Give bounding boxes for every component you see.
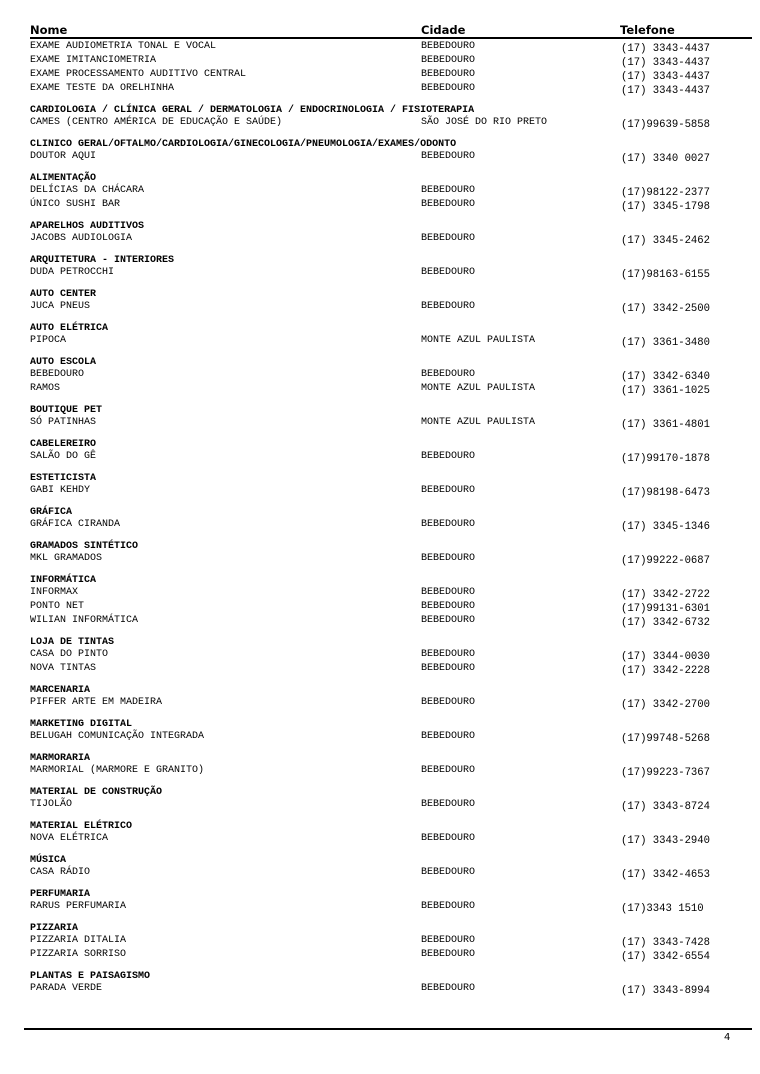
- listing-city: BEBEDOURO: [421, 55, 476, 66]
- listing-phone: (17)99223-7367: [621, 767, 711, 779]
- header-cidade: Cidade: [421, 23, 466, 37]
- listing-phone: (17)99748-5268: [621, 733, 711, 745]
- listing-name: CASA DO PINTO: [30, 649, 109, 660]
- listing-name: BEBEDOURO: [30, 369, 85, 380]
- category-heading: LOJA DE TINTAS: [30, 637, 115, 648]
- listing-row: [30, 485, 752, 499]
- listing-phone: (17)98198-6473: [621, 487, 711, 499]
- listing-phone: (17) 3343-7428: [621, 937, 711, 949]
- listing-city: MONTE AZUL PAULISTA: [421, 335, 536, 346]
- listing-phone: (17) 3343-4437: [621, 85, 711, 97]
- listing-name: GRÁFICA CIRANDA: [30, 519, 121, 530]
- listing-row: [30, 417, 752, 431]
- section-gap: [30, 465, 752, 473]
- listing-phone: (17)99222-0687: [621, 555, 711, 567]
- section-gap: [30, 629, 752, 637]
- listing-phone: (17) 3342-2700: [621, 699, 711, 711]
- listing-phone: (17) 3343-4437: [621, 43, 711, 55]
- directory-section: [30, 315, 752, 349]
- listing-city: BEBEDOURO: [421, 151, 476, 162]
- listing-row: [30, 983, 752, 997]
- directory-section: [30, 431, 752, 465]
- section-gap: [30, 315, 752, 323]
- listing-row: [30, 199, 752, 213]
- category-heading: MARMORARIA: [30, 753, 91, 764]
- listing-city: BEBEDOURO: [421, 697, 476, 708]
- listing-row: [30, 649, 752, 663]
- listing-city: BEBEDOURO: [421, 799, 476, 810]
- listing-name: PIZZARIA SORRISO: [30, 949, 127, 960]
- listing-name: MKL GRAMADOS: [30, 553, 103, 564]
- listing-phone: (17)99170-1878: [621, 453, 711, 465]
- section-gap: [30, 431, 752, 439]
- category-heading: GRAMADOS SINTÉTICO: [30, 541, 139, 552]
- header-telefone: Telefone: [620, 23, 675, 37]
- listing-phone: (17)99639-5858: [621, 119, 711, 131]
- listing-city: SÃO JOSÉ DO RIO PRETO: [421, 117, 548, 128]
- listing-row: [30, 553, 752, 567]
- category-heading: MATERIAL DE CONSTRUÇÃO: [30, 787, 163, 798]
- listing-row: [30, 83, 752, 97]
- category-heading: AUTO ESCOLA: [30, 357, 97, 368]
- listing-row: [30, 697, 752, 711]
- section-gap: [30, 677, 752, 685]
- listing-city: BEBEDOURO: [421, 485, 476, 496]
- directory-section: [30, 499, 752, 533]
- listing-row: [30, 151, 752, 165]
- listing-name: EXAME TESTE DA ORELHINHA: [30, 83, 175, 94]
- listing-name: EXAME IMITANCIOMETRIA: [30, 55, 157, 66]
- directory-section: [30, 677, 752, 711]
- listing-city: BEBEDOURO: [421, 451, 476, 462]
- category-heading: INFORMÁTICA: [30, 575, 97, 586]
- listing-city: BEBEDOURO: [421, 369, 476, 380]
- category-heading: MARKETING DIGITAL: [30, 719, 133, 730]
- section-gap: [30, 915, 752, 923]
- listing-row: [30, 335, 752, 349]
- listing-row: [30, 901, 752, 915]
- listing-city: BEBEDOURO: [421, 867, 476, 878]
- listing-city: BEBEDOURO: [421, 949, 476, 960]
- listing-phone: (17) 3345-2462: [621, 235, 711, 247]
- listing-phone: (17) 3342-2228: [621, 665, 711, 677]
- listing-phone: (17) 3343-4437: [621, 57, 711, 69]
- listing-city: BEBEDOURO: [421, 301, 476, 312]
- listing-name: JACOBS AUDIOLOGIA: [30, 233, 133, 244]
- listing-city: BEBEDOURO: [421, 983, 476, 994]
- listing-row: [30, 117, 752, 131]
- listing-name: INFORMAX: [30, 587, 79, 598]
- listing-city: BEBEDOURO: [421, 615, 476, 626]
- listing-name: PIPOCA: [30, 335, 67, 346]
- listing-city: MONTE AZUL PAULISTA: [421, 417, 536, 428]
- listing-city: BEBEDOURO: [421, 267, 476, 278]
- category-heading: AUTO CENTER: [30, 289, 97, 300]
- category-heading: BOUTIQUE PET: [30, 405, 103, 416]
- directory-section: [30, 629, 752, 677]
- listing-city: BEBEDOURO: [421, 765, 476, 776]
- listing-row: [30, 233, 752, 247]
- directory-section: [30, 97, 752, 131]
- section-gap: [30, 847, 752, 855]
- category-heading: CARDIOLOGIA / CLÍNICA GERAL / DERMATOLOGIA / ENDOCRINOLOGIA / FISIOTERAPIA: [30, 105, 475, 116]
- listing-row: [30, 799, 752, 813]
- directory-section: [30, 165, 752, 213]
- section-gap: [30, 213, 752, 221]
- category-heading: ARQUITETURA - INTERIORES: [30, 255, 175, 266]
- listing-row: [30, 949, 752, 963]
- listing-row: [30, 185, 752, 199]
- section-gap: [30, 881, 752, 889]
- section-gap: [30, 247, 752, 255]
- section-gap: [30, 533, 752, 541]
- listing-phone: (17) 3342-6554: [621, 951, 711, 963]
- listing-phone: (17) 3361-1025: [621, 385, 711, 397]
- listing-phone: (17)99131-6301: [621, 603, 711, 615]
- directory-section: [30, 847, 752, 881]
- listing-phone: (17)3343 1510: [621, 903, 704, 915]
- directory-section: [30, 881, 752, 915]
- directory-section: [30, 963, 752, 997]
- category-heading: MATERIAL ELÉTRICO: [30, 821, 133, 832]
- directory-section: [30, 131, 752, 165]
- category-heading: APARELHOS AUDITIVOS: [30, 221, 145, 232]
- listing-name: MARMORIAL (MARMORE E GRANITO): [30, 765, 205, 776]
- listing-name: DELÍCIAS DA CHÁCARA: [30, 185, 145, 196]
- listing-row: [30, 267, 752, 281]
- directory-section: [30, 567, 752, 629]
- listing-city: BEBEDOURO: [421, 83, 476, 94]
- listing-name: TIJOLÃO: [30, 799, 73, 810]
- listing-name: DOUTOR AQUI: [30, 151, 97, 162]
- listing-city: BEBEDOURO: [421, 41, 476, 52]
- listing-name: BELUGAH COMUNICAÇÃO INTEGRADA: [30, 731, 205, 742]
- section-gap: [30, 779, 752, 787]
- listing-phone: (17) 3345-1346: [621, 521, 711, 533]
- directory-section: [30, 813, 752, 847]
- listing-name: PIFFER ARTE EM MADEIRA: [30, 697, 163, 708]
- listing-name: DUDA PETROCCHI: [30, 267, 115, 278]
- listing-name: ÚNICO SUSHI BAR: [30, 199, 121, 210]
- listing-row: [30, 301, 752, 315]
- directory-section: [30, 349, 752, 397]
- listing-phone: (17) 3343-8994: [621, 985, 711, 997]
- directory-list: [30, 41, 752, 997]
- listing-row: [30, 833, 752, 847]
- section-gap: [30, 97, 752, 105]
- category-heading: ALIMENTAÇÃO: [30, 173, 97, 184]
- directory-section: [30, 533, 752, 567]
- listing-name: PARADA VERDE: [30, 983, 103, 994]
- listing-phone: (17)98163-6155: [621, 269, 711, 281]
- listing-name: RAMOS: [30, 383, 61, 394]
- listing-phone: (17) 3342-6732: [621, 617, 711, 629]
- header-nome: Nome: [30, 23, 68, 37]
- listing-city: BEBEDOURO: [421, 69, 476, 80]
- category-heading: PERFUMARIA: [30, 889, 91, 900]
- listing-name: PONTO NET: [30, 601, 85, 612]
- listing-row: [30, 663, 752, 677]
- listing-city: BEBEDOURO: [421, 901, 476, 912]
- section-gap: [30, 745, 752, 753]
- listing-name: JUCA PNEUS: [30, 301, 91, 312]
- listing-phone: (17) 3361-4801: [621, 419, 711, 431]
- listing-name: NOVA ELÉTRICA: [30, 833, 109, 844]
- category-heading: AUTO ELÉTRICA: [30, 323, 109, 334]
- page-number: 4: [724, 1032, 731, 1043]
- footer-divider: [24, 1028, 752, 1030]
- listing-name: GABI KEHDY: [30, 485, 91, 496]
- category-heading: MARCENARIA: [30, 685, 91, 696]
- listing-name: WILIAN INFORMÁTICA: [30, 615, 139, 626]
- listing-city: MONTE AZUL PAULISTA: [421, 383, 536, 394]
- category-heading: PIZZARIA: [30, 923, 79, 934]
- directory-section: [30, 213, 752, 247]
- listing-name: SÓ PATINHAS: [30, 417, 97, 428]
- listing-phone: (17) 3344-0030: [621, 651, 711, 663]
- section-gap: [30, 711, 752, 719]
- directory-section: [30, 41, 752, 97]
- listing-city: BEBEDOURO: [421, 731, 476, 742]
- listing-row: [30, 867, 752, 881]
- listing-phone: (17) 3342-2500: [621, 303, 711, 315]
- section-gap: [30, 349, 752, 357]
- listing-row: [30, 69, 752, 83]
- directory-section: [30, 465, 752, 499]
- listing-row: [30, 55, 752, 69]
- category-heading: GRÁFICA: [30, 507, 73, 518]
- listing-row: [30, 519, 752, 533]
- section-gap: [30, 567, 752, 575]
- directory-section: [30, 247, 752, 281]
- listing-row: [30, 41, 752, 55]
- directory-section: [30, 745, 752, 779]
- listing-phone: (17) 3340 0027: [621, 153, 711, 165]
- section-gap: [30, 813, 752, 821]
- section-gap: [30, 397, 752, 405]
- category-heading: CABELEREIRO: [30, 439, 97, 450]
- listing-name: PIZZARIA DITALIA: [30, 935, 127, 946]
- directory-section: [30, 281, 752, 315]
- category-heading: CLINICO GERAL/OFTALMO/CARDIOLOGIA/GINECOLOGIA/PNEUMOLOGIA/EXAMES/ODONTO: [30, 139, 457, 150]
- listing-city: BEBEDOURO: [421, 553, 476, 564]
- listing-city: BEBEDOURO: [421, 233, 476, 244]
- listing-city: BEBEDOURO: [421, 185, 476, 196]
- listing-phone: (17) 3342-6340: [621, 371, 711, 383]
- listing-row: [30, 587, 752, 601]
- listing-phone: (17)98122-2377: [621, 187, 711, 199]
- section-gap: [30, 165, 752, 173]
- listing-city: BEBEDOURO: [421, 935, 476, 946]
- listing-row: [30, 451, 752, 465]
- section-gap: [30, 281, 752, 289]
- listing-phone: (17) 3345-1798: [621, 201, 711, 213]
- column-header: [30, 21, 752, 39]
- directory-section: [30, 915, 752, 963]
- listing-name: RARUS PERFUMARIA: [30, 901, 127, 912]
- listing-city: BEBEDOURO: [421, 519, 476, 530]
- listing-row: [30, 615, 752, 629]
- listing-phone: (17) 3343-4437: [621, 71, 711, 83]
- listing-row: [30, 765, 752, 779]
- directory-section: [30, 779, 752, 813]
- listing-city: BEBEDOURO: [421, 199, 476, 210]
- category-heading: ESTETICISTA: [30, 473, 97, 484]
- listing-name: NOVA TINTAS: [30, 663, 97, 674]
- listing-row: [30, 935, 752, 949]
- listing-phone: (17) 3343-8724: [621, 801, 711, 813]
- listing-row: [30, 369, 752, 383]
- section-gap: [30, 499, 752, 507]
- listing-city: BEBEDOURO: [421, 833, 476, 844]
- listing-phone: (17) 3361-3480: [621, 337, 711, 349]
- listing-row: [30, 383, 752, 397]
- listing-phone: (17) 3342-4653: [621, 869, 711, 881]
- directory-section: [30, 397, 752, 431]
- directory-section: [30, 711, 752, 745]
- listing-city: BEBEDOURO: [421, 663, 476, 674]
- listing-city: BEBEDOURO: [421, 649, 476, 660]
- listing-row: [30, 601, 752, 615]
- listing-name: EXAME AUDIOMETRIA TONAL E VOCAL: [30, 41, 217, 52]
- category-heading: PLANTAS E PAISAGISMO: [30, 971, 151, 982]
- listing-city: BEBEDOURO: [421, 587, 476, 598]
- section-gap: [30, 963, 752, 971]
- listing-city: BEBEDOURO: [421, 601, 476, 612]
- listing-phone: (17) 3342-2722: [621, 589, 711, 601]
- listing-name: SALÃO DO GÊ: [30, 451, 97, 462]
- listing-name: CAMES (CENTRO AMÉRICA DE EDUCAÇÃO E SAÚDE): [30, 117, 283, 128]
- listing-phone: (17) 3343-2940: [621, 835, 711, 847]
- category-heading: MÚSICA: [30, 855, 67, 866]
- listing-row: [30, 731, 752, 745]
- section-gap: [30, 131, 752, 139]
- listing-name: CASA RÁDIO: [30, 867, 91, 878]
- listing-name: EXAME PROCESSAMENTO AUDITIVO CENTRAL: [30, 69, 247, 80]
